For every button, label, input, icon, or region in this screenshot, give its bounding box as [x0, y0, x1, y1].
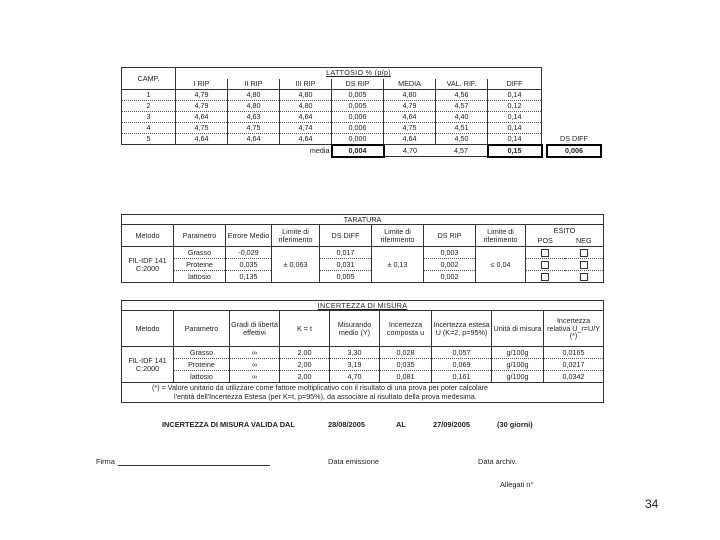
cell: 0,14 [488, 90, 542, 101]
cell: 4,80 [280, 90, 332, 101]
validity-from: 28/08/2005 [328, 420, 365, 429]
table-row [122, 259, 604, 271]
cell: ∞ [230, 371, 280, 383]
col-header: Parametro [174, 225, 226, 247]
cell: 0,005 [320, 271, 372, 283]
ds-diff-label: DS DIFF [560, 133, 588, 143]
page-number: 34 [645, 497, 659, 511]
camp-header: CAMP. [122, 68, 176, 90]
validity-to: 27/09/2005 [433, 420, 470, 429]
lattosio-table [121, 67, 543, 158]
cell: 0,028 [380, 347, 432, 359]
table-row [122, 271, 604, 283]
validity-days: (30 giorni) [497, 420, 533, 429]
taratura-table [121, 214, 604, 283]
cell: 0,069 [432, 359, 492, 371]
cell: 0,057 [432, 347, 492, 359]
emissione-label: Data emissione [328, 457, 379, 466]
neg-checkbox[interactable] [580, 273, 588, 281]
signature-line[interactable] [118, 465, 270, 466]
validity-al: AL [396, 420, 406, 429]
cell: 4,75 [384, 123, 436, 134]
cell: 4,64 [228, 134, 280, 145]
cell: 5 [122, 134, 176, 145]
cell: g/100g [492, 347, 544, 359]
cell: 0,002 [424, 259, 476, 271]
cell: Proteine [174, 259, 226, 271]
cell: 0,035 [226, 259, 272, 271]
cell: 2,00 [280, 347, 330, 359]
cell: 0,14 [488, 123, 542, 134]
cell: 0,0342 [544, 371, 604, 383]
limit-cell: ± 0,063 [272, 247, 320, 283]
archiv-label: Data archiv. [478, 457, 517, 466]
ds-diff-value: 0,006 [547, 145, 601, 157]
cell: 4,40 [436, 112, 488, 123]
allegati-label: Allegati n° [500, 480, 534, 489]
neg-checkbox[interactable] [580, 261, 588, 269]
cell: 4,79 [176, 90, 228, 101]
cell: lattosio [174, 371, 230, 383]
cell: 4,70 [330, 371, 380, 383]
col-header: DS RIP [332, 79, 384, 90]
media-ds-rip: 0,004 [332, 145, 384, 157]
cell: 0,12 [488, 101, 542, 112]
col-header: VAL. RIF. [436, 79, 488, 90]
col-header: Misurando medio (Y) [330, 311, 380, 347]
incertezza-title: INCERTEZZA DI MISURA [122, 301, 604, 311]
table-row [122, 134, 542, 145]
firma-label: Firma [96, 457, 115, 466]
footnote-line-2: l'entità dell'Incertezza Estesa (per K=t, p=95%), da associare al risultato della prova medesima. [122, 393, 604, 403]
cell: 0,0165 [544, 347, 604, 359]
cell: 4,64 [176, 134, 228, 145]
cell: 4,79 [176, 101, 228, 112]
lattosio-title: LATTOSIO % (p/p) [176, 68, 542, 79]
table-row [122, 123, 542, 134]
col-header: MEDIA [384, 79, 436, 90]
pos-checkbox[interactable] [541, 273, 549, 281]
cell: g/100g [492, 359, 544, 371]
col-header: Gradi di libertà effettivi [230, 311, 280, 347]
limit-cell: ± 0,13 [372, 247, 424, 283]
cell: 4,50 [436, 134, 488, 145]
cell: lattosio [174, 271, 226, 283]
col-header: Metodo [122, 225, 174, 247]
cell: 0,002 [424, 271, 476, 283]
table-row [122, 347, 604, 359]
col-header: Limite di riferimento [372, 225, 424, 247]
media-row [122, 145, 542, 157]
cell: 0,081 [380, 371, 432, 383]
pos-checkbox[interactable] [541, 261, 549, 269]
cell: 4,63 [228, 112, 280, 123]
cell: 4,64 [384, 134, 436, 145]
cell: Proteine [174, 359, 230, 371]
footnote-line-1: (*) = Valore unitario da utilizzare come fattore moltiplicativo con il risultato di una prova per poter calcolare [122, 383, 604, 393]
cell: 4,75 [228, 123, 280, 134]
pos-header: POS [526, 237, 565, 247]
cell: 0,0217 [544, 359, 604, 371]
pos-checkbox[interactable] [541, 249, 549, 257]
cell: 4,74 [280, 123, 332, 134]
col-header: K = t [280, 311, 330, 347]
cell: 1 [122, 90, 176, 101]
cell: 4,64 [280, 134, 332, 145]
col-header: Unità di misura [492, 311, 544, 347]
ds-diff-box [546, 133, 602, 158]
cell: 0,135 [226, 271, 272, 283]
col-header: Parametro [174, 311, 230, 347]
media-label: media [309, 145, 330, 155]
cell: 0,003 [424, 247, 476, 259]
col-header: DS DIFF [320, 225, 372, 247]
col-header: Metodo [122, 311, 174, 347]
col-header: Incertezza estesa U (K=2, p=95%) [432, 311, 492, 347]
cell: 4,80 [384, 90, 436, 101]
cell: 4,64 [280, 112, 332, 123]
cell: ∞ [230, 347, 280, 359]
cell: 2 [122, 101, 176, 112]
cell: 3 [122, 112, 176, 123]
media-media: 4,70 [384, 145, 436, 157]
cell: 4,64 [384, 112, 436, 123]
table-row [122, 101, 542, 112]
cell: 0,14 [488, 134, 542, 145]
method-cell: FIL-IDF 141 C:2000 [122, 347, 174, 383]
cell: -0,029 [226, 247, 272, 259]
cell: 0,035 [380, 359, 432, 371]
cell: 4,57 [436, 101, 488, 112]
cell: 3,30 [330, 347, 380, 359]
cell: 4,80 [280, 101, 332, 112]
table-row [122, 359, 604, 371]
col-header: I RIP [176, 79, 228, 90]
col-header: DS RIP [424, 225, 476, 247]
limit-cell: ≤ 0,04 [476, 247, 526, 283]
table-row [122, 371, 604, 383]
table-row [122, 90, 542, 101]
cell: 0,161 [432, 371, 492, 383]
cell: 4 [122, 123, 176, 134]
table-row [122, 247, 604, 259]
cell: 2,00 [280, 371, 330, 383]
cell: 4,75 [176, 123, 228, 134]
taratura-title: TARATURA [122, 215, 604, 225]
cell: 0,017 [320, 247, 372, 259]
cell: 4,80 [228, 101, 280, 112]
method-cell: FIL-IDF 141 C:2000 [122, 247, 174, 283]
cell: Grasso [174, 247, 226, 259]
incertezza-table [121, 300, 604, 403]
media-val-rif: 4,57 [436, 145, 488, 157]
col-header: Incertezza relativa U_r=U/Y (*) [544, 311, 604, 347]
neg-header: NEG [565, 237, 604, 247]
cell: 4,56 [436, 90, 488, 101]
cell: ∞ [230, 359, 280, 371]
col-header: Limite di riferimento [476, 225, 526, 247]
table-row [122, 112, 542, 123]
col-header: DIFF [488, 79, 542, 90]
cell: 2,00 [280, 359, 330, 371]
neg-checkbox[interactable] [580, 249, 588, 257]
cell: 0,14 [488, 112, 542, 123]
media-diff: 0,15 [488, 145, 542, 157]
col-header: III RIP [280, 79, 332, 90]
col-header: II RIP [228, 79, 280, 90]
cell: 0,006 [332, 112, 384, 123]
cell: 3,19 [330, 359, 380, 371]
cell: 0,006 [332, 123, 384, 134]
cell: Grasso [174, 347, 230, 359]
cell: 0,005 [332, 101, 384, 112]
col-header: Incertezza composta u [380, 311, 432, 347]
cell: 0,005 [332, 90, 384, 101]
cell: 4,51 [436, 123, 488, 134]
cell: 4,80 [228, 90, 280, 101]
col-header: Errore Medio [226, 225, 272, 247]
col-header: Limite di riferimento [272, 225, 320, 247]
cell: g/100g [492, 371, 544, 383]
cell: 0,031 [320, 259, 372, 271]
cell: 4,64 [176, 112, 228, 123]
cell: 0,000 [332, 134, 384, 145]
esito-header: ESITO [526, 225, 604, 237]
cell: 4,79 [384, 101, 436, 112]
validity-label: INCERTEZZA DI MISURA VALIDA DAL [162, 420, 295, 429]
